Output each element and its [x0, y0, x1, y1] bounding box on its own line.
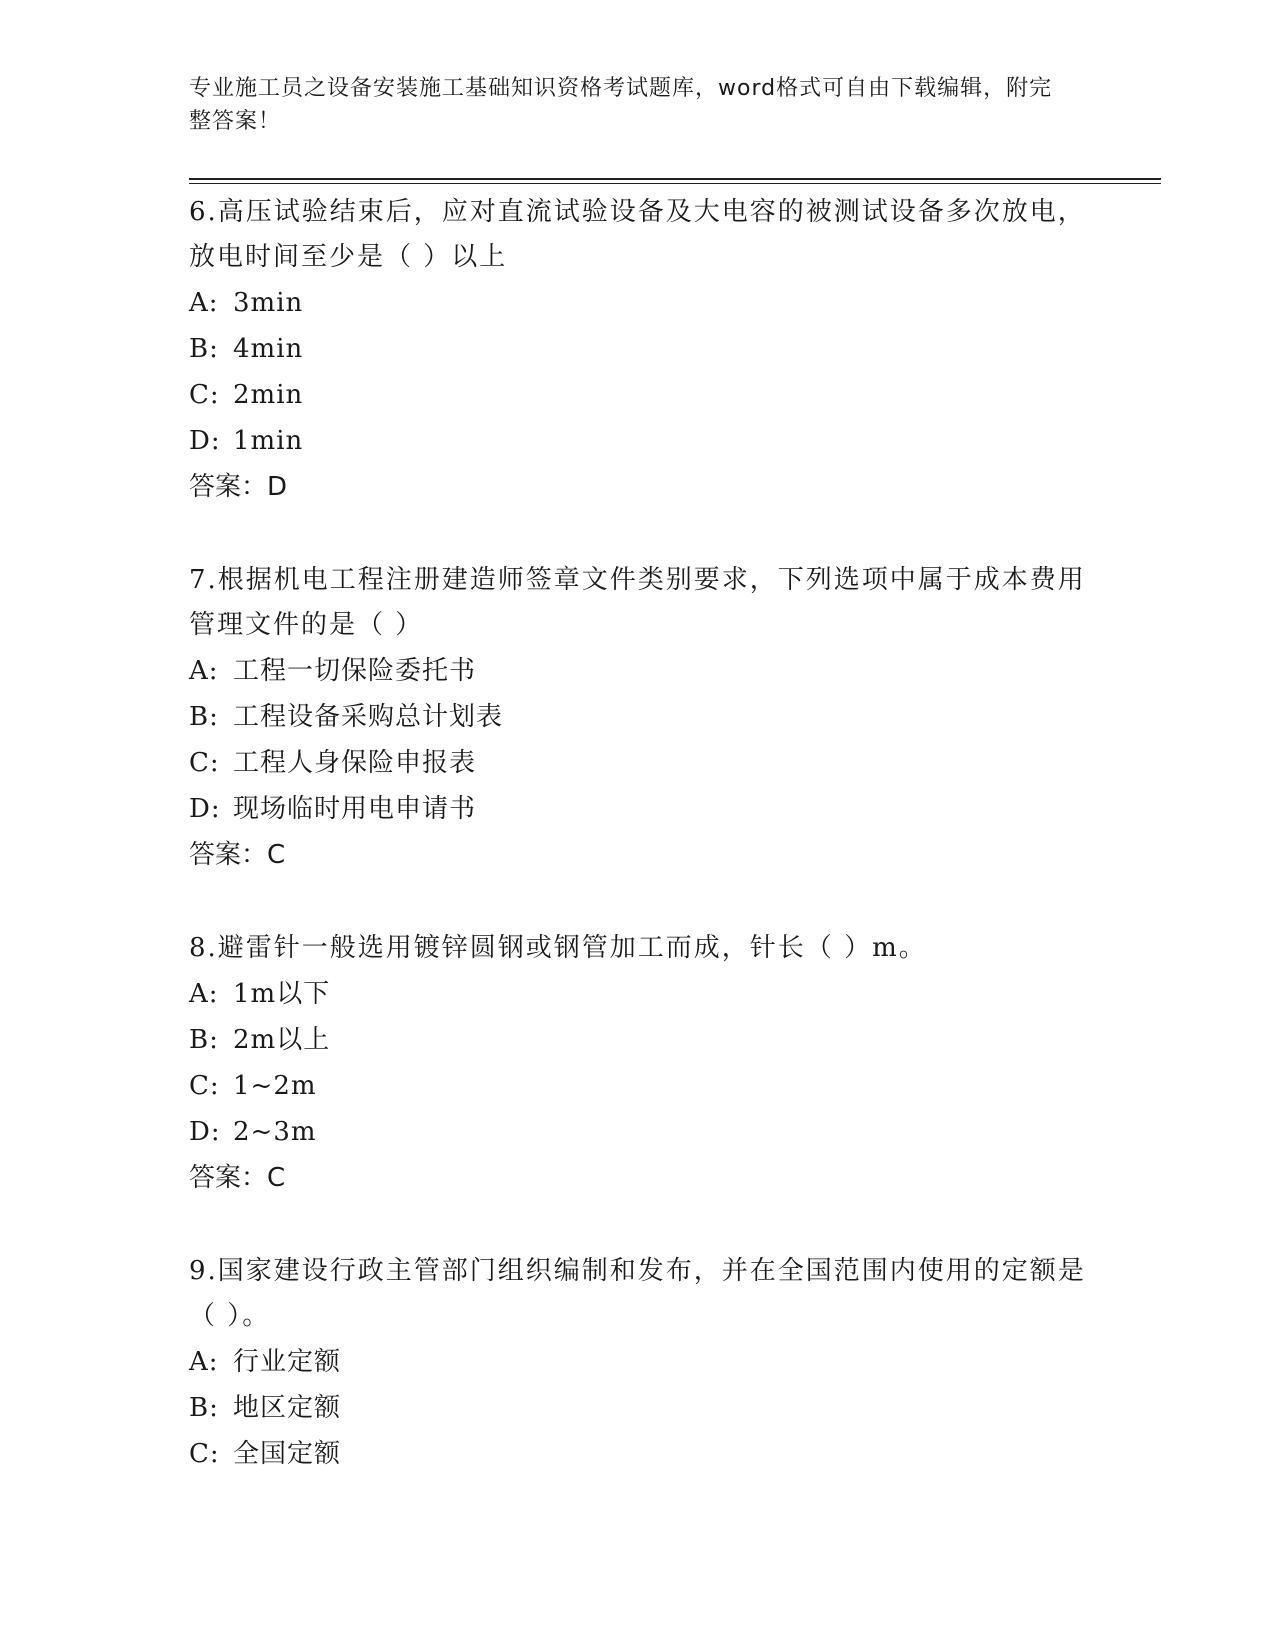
- option-a: [189, 280, 1089, 326]
- option-label: A:: [189, 979, 219, 1009]
- option-text: 3min: [233, 288, 304, 318]
- option-text: 工程一切保险委托书: [233, 656, 477, 686]
- option-c: [189, 1063, 1089, 1109]
- answer-line: 答案：C: [189, 1163, 286, 1193]
- option-label: B:: [189, 334, 219, 364]
- option-label: A:: [189, 288, 219, 318]
- option-b: [189, 1017, 1089, 1063]
- option-text: 1min: [233, 426, 304, 456]
- option-a: [189, 971, 1089, 1017]
- option-label: C:: [189, 380, 220, 410]
- option-c: [189, 740, 1089, 786]
- option-text: 2m以上: [233, 1025, 331, 1055]
- option-text: 现场临时用电申请书: [233, 794, 477, 824]
- option-label: C:: [189, 1439, 220, 1469]
- option-text: 2min: [233, 380, 304, 410]
- option-label: A:: [189, 1347, 219, 1377]
- option-a: [189, 1339, 1089, 1385]
- question-6: [189, 190, 1089, 510]
- option-text: 1m以下: [233, 979, 331, 1009]
- option-d: [189, 418, 1089, 464]
- option-b: [189, 694, 1089, 740]
- header-rule-thick: [189, 178, 1161, 180]
- option-label: B:: [189, 702, 219, 732]
- question-8: [189, 926, 1089, 1201]
- question-stem: 8.避雷针一般选用镀锌圆钢或钢管加工而成，针长（ ）m。: [189, 933, 927, 963]
- option-label: D:: [189, 794, 221, 824]
- option-text: 1~2m: [233, 1071, 317, 1101]
- question-stem: 9.国家建设行政主管部门组织编制和发布，并在全国范围内使用的定额是（ ）。: [189, 1256, 1086, 1331]
- option-text: 4min: [233, 334, 304, 364]
- option-label: B:: [189, 1393, 219, 1423]
- header-rule-thin: [189, 183, 1161, 184]
- option-d: [189, 786, 1089, 832]
- option-text: 行业定额: [233, 1347, 342, 1377]
- option-text: 工程人身保险申报表: [233, 748, 477, 778]
- option-label: B:: [189, 1025, 219, 1055]
- answer-line: 答案：C: [189, 840, 286, 870]
- option-d: [189, 1109, 1089, 1155]
- option-b: [189, 326, 1089, 372]
- option-a: [189, 648, 1089, 694]
- option-label: C:: [189, 1071, 220, 1101]
- question-9: [189, 1249, 1089, 1477]
- option-label: A:: [189, 656, 219, 686]
- option-label: D:: [189, 426, 221, 456]
- option-text: 2~3m: [233, 1117, 317, 1147]
- option-b: [189, 1385, 1089, 1431]
- question-stem: 6.高压试验结束后，应对直流试验设备及大电容的被测试设备多次放电，放电时间至少是（ ）以上: [189, 197, 1086, 272]
- question-stem: 7.根据机电工程注册建造师签章文件类别要求，下列选项中属于成本费用管理文件的是（ ）: [189, 565, 1086, 640]
- question-7: [189, 558, 1089, 878]
- option-text: 地区定额: [233, 1393, 342, 1423]
- option-label: C:: [189, 748, 220, 778]
- option-c: [189, 372, 1089, 418]
- option-text: 工程设备采购总计划表: [233, 702, 504, 732]
- page-header: 专业施工员之设备安装施工基础知识资格考试题库，word格式可自由下载编辑，附完整答案！: [189, 76, 1053, 134]
- question-list: [189, 190, 1089, 1525]
- option-text: 全国定额: [233, 1439, 342, 1469]
- answer-line: 答案：D: [189, 472, 288, 502]
- option-c: [189, 1431, 1089, 1477]
- option-label: D:: [189, 1117, 221, 1147]
